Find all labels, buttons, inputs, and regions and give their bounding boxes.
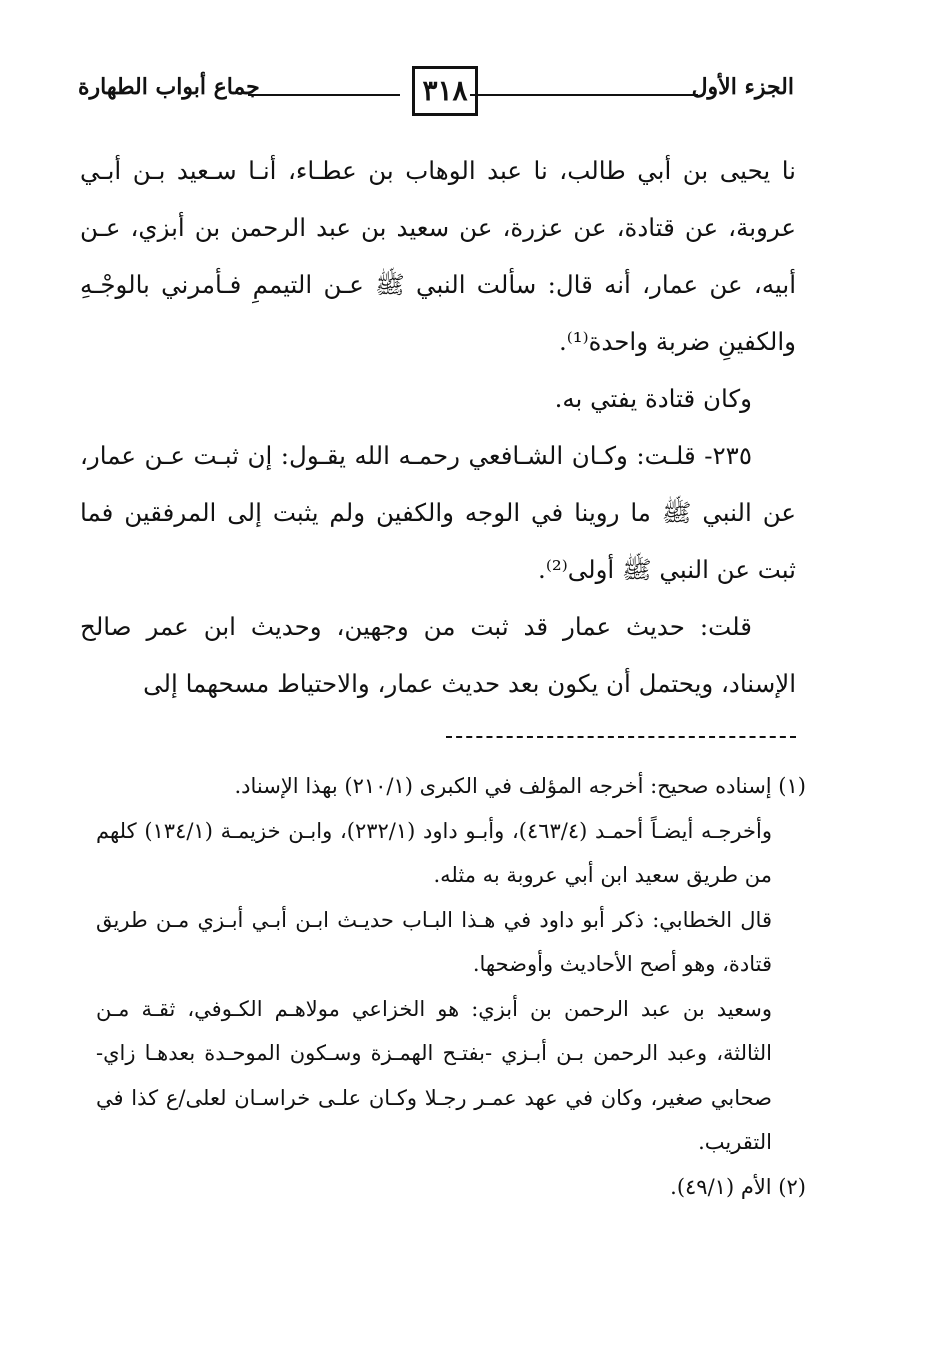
page-header <box>78 66 794 122</box>
header-rule-right <box>470 94 698 96</box>
footnote: وأخرجـه أيضـاً أحمـد (٤٦٣/٤)، وأبـو داود (٢٣٢/١)، وابـن خزيمـة (١٣٤/١) كلهم من طريق سعيد ابن أبي عروبة به مثله. <box>96 818 772 887</box>
paragraph: قلت: حديث عمار قد ثبت من وجهين، وحديث ابن عمر صالح الإسناد، ويحتمل أن يكون بعد حديث عمار، والاحتياط مسحهما إلى <box>80 612 796 698</box>
paragraph: وكان قتادة يفتي به. <box>554 384 752 413</box>
paragraph: نا يحيى بن أبي طالب، نا عبد الوهاب بن عطـاء، أنـا سـعيد بـن أبـي عروبة، عن قتادة، عن عزرة، عن سعيد بن عبد الرحمن بن أبزي، عـن أبيه، عن عمار، أنه قال: سألت النبي ﷺ عـن التيممِ فـأمرني بالوجْـهِ والكفينِ ضربة واحدة⁽¹⁾. <box>80 156 796 356</box>
page-number: ٣١٨ <box>412 66 478 116</box>
footnotes <box>96 764 806 1209</box>
footnote: وسعيد بن عبد الرحمن بن أبزي: هو الخزاعي مولاهـم الكـوفي، ثقـة مـن الثالثة، وعبد الرحمن بـن أبـزي -بفتـح الهمـزة وسـكون الموحـدة بعدهـا زاي- صحابي صغير، وكان في عهد عمـر رجـلا وكـان علـى خراسـان لعلى/ع كذا في التقريب. <box>96 996 772 1154</box>
part-title: الجزء الأول <box>691 74 794 100</box>
chapter-title: جماع أبواب الطهارة <box>78 74 260 100</box>
footnote-separator <box>446 736 796 738</box>
footnote: قال الخطابي: ذكر أبو داود في هـذا البـاب حديـث ابـن أبـي أبـزي مـن طريق قتادة، وهو أصح الأحاديث وأوضحها. <box>96 907 772 976</box>
main-text <box>80 142 796 712</box>
footnote: (٢) الأم (٤٩/١). <box>670 1174 806 1199</box>
paragraph: ٢٣٥- قلـت: وكـان الشـافعي رحمـه الله يقـول: إن ثبـت عـن عمار، عن النبي ﷺ ما روينا في الوجه والكفين ولم يثبت إلى المرفقين فما ثبت عن النبي ﷺ أولى⁽²⁾. <box>80 441 796 584</box>
footnote: (١) إسناده صحيح: أخرجه المؤلف في الكبرى (٢١٠/١) بهذا الإسناد. <box>234 774 806 798</box>
header-rule-left <box>248 94 400 96</box>
